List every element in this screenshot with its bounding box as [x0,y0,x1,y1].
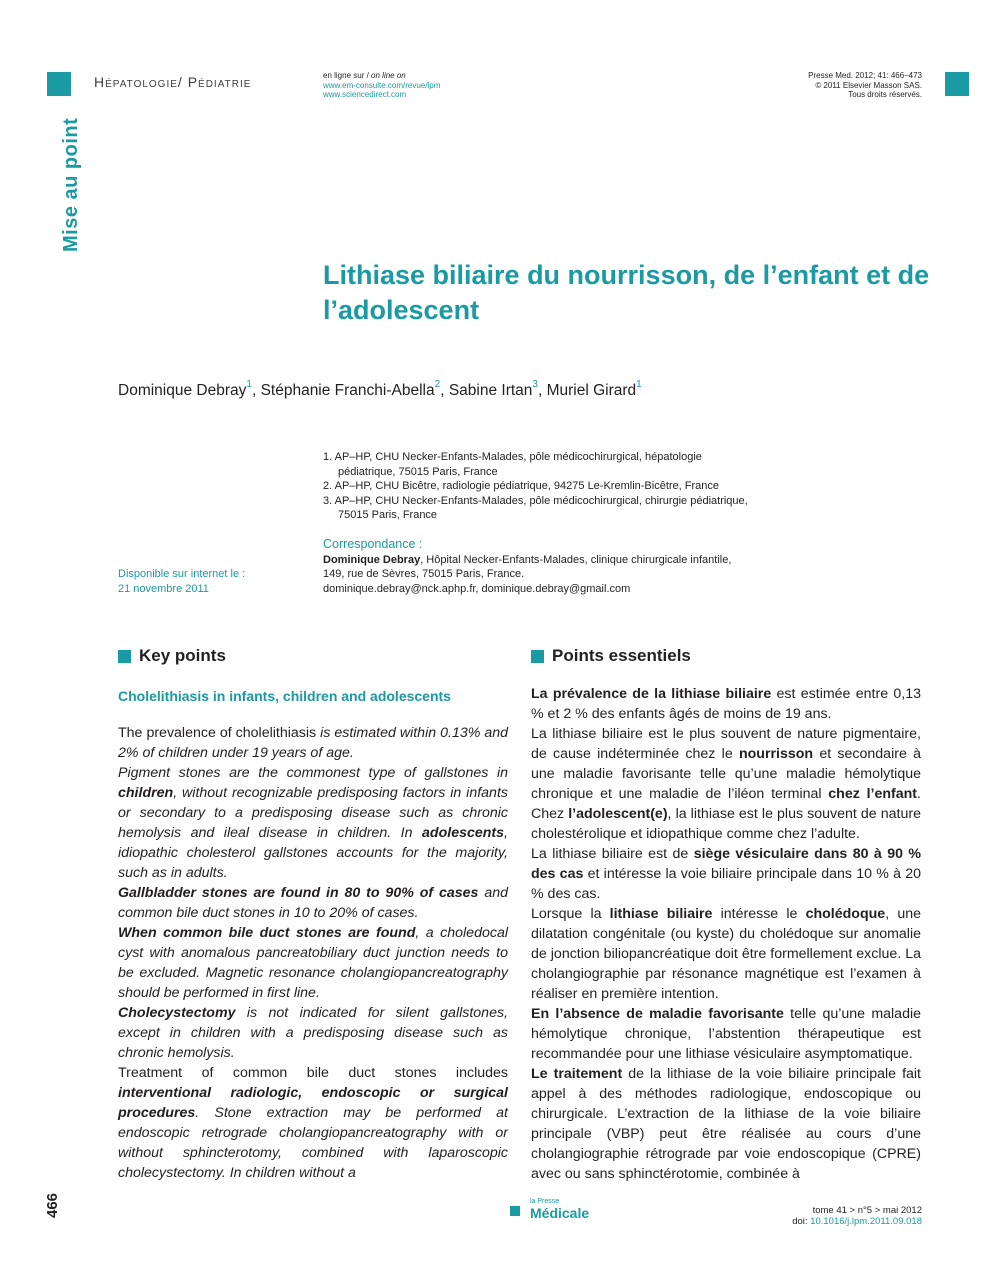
author-name: Dominique Debray [118,382,247,400]
corner-square-left [47,72,71,96]
correspondence-address-2: 149, rue de Sèvres, 75015 Paris, France. [323,568,525,580]
section-separator: / [177,74,183,90]
point-essentiel-paragraph: Lorsque la lithiase biliaire intéresse le cholédoque, une dilatation congénitale (ou kyste) du cholédoque sur anomalie de jonction biliopancréatique doit être formellement exclue. La cholangiographie par résonance magnétique est l’examen à réaliser en première intention. [531,906,921,1002]
point-essentiel-paragraph: Le traitement de la lithiase de la voie biliaire principale fait appel à des méthodes radiologique, endoscopique ou chirurgicale. L’extraction de la lithiase de la voie biliaire principale (VBP) peut être réalisée au cours d’une cholangiographie rétrograde par voie endoscopique (CPRE) avec ou sans sphinctérotomie, combinée à [531,1066,921,1182]
article-title: Lithiase biliaire du nourrisson, de l’enfant et de l’adolescent [323,260,930,325]
online-label: en ligne sur / [323,71,369,80]
key-points-title: Key points [139,646,226,665]
points-essentiels-heading [531,646,691,666]
author-affiliation: 1 [636,379,642,390]
section-part-2: Pédiatrie [187,74,252,90]
affiliation-list [323,450,753,523]
correspondence-address-1: , Hôpital Necker-Enfants-Malades, clinique chirurgicale infantile, [420,553,732,566]
online-label-en: on line on [371,71,406,80]
sciencedirect-link[interactable]: www.sciencedirect.com [323,90,407,99]
heading-square-icon [531,650,544,663]
em-consulte-link[interactable]: www.em-consulte.com/revue/lpm [323,80,441,90]
affiliation-item: 1. AP–HP, CHU Necker-Enfants-Malades, pôle médicochirurgical, hépatologie pédiatrique, 75015 Paris, France [323,451,702,478]
doi-link[interactable]: 10.1016/j.lpm.2011.09.018 [810,1216,922,1227]
key-point-paragraph: Treatment of common bile duct stones includes interventional radiologic, endoscopic or surgical procedures. Stone extraction may be performed at endoscopic retrograde cholangiopancreatography with or without sphincterotomy, combined with laparoscopic cholecystectomy. In children without a [118,1065,508,1181]
issue-info: tome 41 > n°5 > mai 2012 [812,1205,922,1216]
correspondence-email[interactable]: dominique.debray@nck.aphp.fr, dominique.debray@gmail.com [323,582,631,595]
journal-reference: Presse Med. 2012; 41: 466–473 [808,71,922,80]
author-affiliation: 3 [532,379,538,390]
rubric-label: Mise au point [60,117,82,252]
available-label: Disponible sur internet le : [118,568,246,580]
correspondence-label: Correspondance : [323,537,423,551]
footer-issue-info [792,1205,922,1227]
author-list: Dominique Debray$^1$, Stéphanie Franchi-Abella$^2$, Sabine Irtan$^3$, Muriel Girard$^1$ [118,379,642,400]
doi-label: doi: [792,1216,811,1227]
author-affiliation: 1 [246,379,252,390]
rights-reserved: Tous droits réservés. [848,90,922,99]
affiliation-item: 2. AP–HP, CHU Bicêtre, radiologie pédiatrique, 94275 Le-Kremlin-Bicêtre, France [323,480,719,492]
journal-citation [808,71,922,100]
key-points-body [118,723,508,1183]
point-essentiel-paragraph: La lithiase biliaire est le plus souvent de nature pigmentaire, de cause indéterminée chez le nourrisson et secondaire à une maladie favorisante telle qu’une maladie hémolytique chronique et une maladie de l’iléon terminal chez l’enfant. Chez l’adolescent(e), la lithiase est le plus souvent de nature cholestérolique et idiopathique comme chez l’adulte. [531,726,921,842]
journal-logo [510,1198,589,1220]
heading-square-icon [118,650,131,663]
key-points-subtitle: Cholelithiasis in infants, children and adolescents [118,688,451,704]
copyright: © 2011 Elsevier Masson SAS. [815,80,922,90]
key-points-heading [118,646,226,666]
author-name: Sabine Irtan [448,382,533,400]
key-point-paragraph: The prevalence of cholelithiasis is estimated within 0.13% and 2% of children under 19 years of age. [118,725,508,761]
key-point-paragraph: Gallbladder stones are found in 80 to 90% of cases and common bile duct stones in 10 to 20% of cases. [118,885,508,921]
section-label [94,74,251,90]
key-point-paragraph: When common bile duct stones are found, a choledocal cyst with anomalous pancreatobiliary duct junction needs to be excluded. Magnetic resonance cholangiopancreatography should be performed in first line. [118,925,508,1001]
point-essentiel-paragraph: En l’absence de maladie favorisante telle qu’une maladie hémolytique chronique, l’abstention thérapeutique est recommandée pour une lithiase vésiculaire asymptomatique. [531,1006,922,1062]
logo-top-text: la Presse [530,1198,560,1205]
logo-square-icon [510,1206,520,1216]
key-point-paragraph: Pigment stones are the commonest type of gallstones in children, without recognizable predisposing factors in infants or secondary to a predisposing disease such as chronic hemolysis and ileal disease in children. In adolescents, idiopathic cholesterol gallstones accounts for the majority, such as in adults. [118,765,508,881]
rubric-vertical [28,118,88,258]
logo-main-text: Médicale [530,1205,590,1221]
author-name: Stéphanie Franchi-Abella [260,382,435,400]
section-part-1: Hépatologie [94,74,178,90]
available-date: 21 novembre 2011 [118,583,209,595]
online-availability [323,71,440,100]
correspondence-block [323,537,753,596]
point-essentiel-paragraph: La lithiase biliaire est de siège vésiculaire dans 80 à 90 % des cas et intéresse la voie biliaire principale dans 10 % à 20 % des cas. [531,846,922,902]
affiliation-item: 3. AP–HP, CHU Necker-Enfants-Malades, pôle médicochirurgical, chirurgie pédiatrique, 75015 Paris, France [323,494,748,521]
author-affiliation: 2 [434,379,441,390]
points-essentiels-title: Points essentiels [552,646,691,665]
author-name: Muriel Girard [546,382,637,400]
corner-square-right [945,72,969,96]
key-point-paragraph: Cholecystectomy is not indicated for silent gallstones, except in children with a predisposing disease such as chronic hemolysis. [118,1005,508,1061]
available-online-date [118,567,245,597]
point-essentiel-paragraph: La prévalence de la lithiase biliaire est estimée entre 0,13 % et 2 % des enfants âgés de moins de 19 ans. [531,686,921,722]
correspondence-name: Dominique Debray [323,553,421,566]
points-essentiels-body [531,684,921,1184]
